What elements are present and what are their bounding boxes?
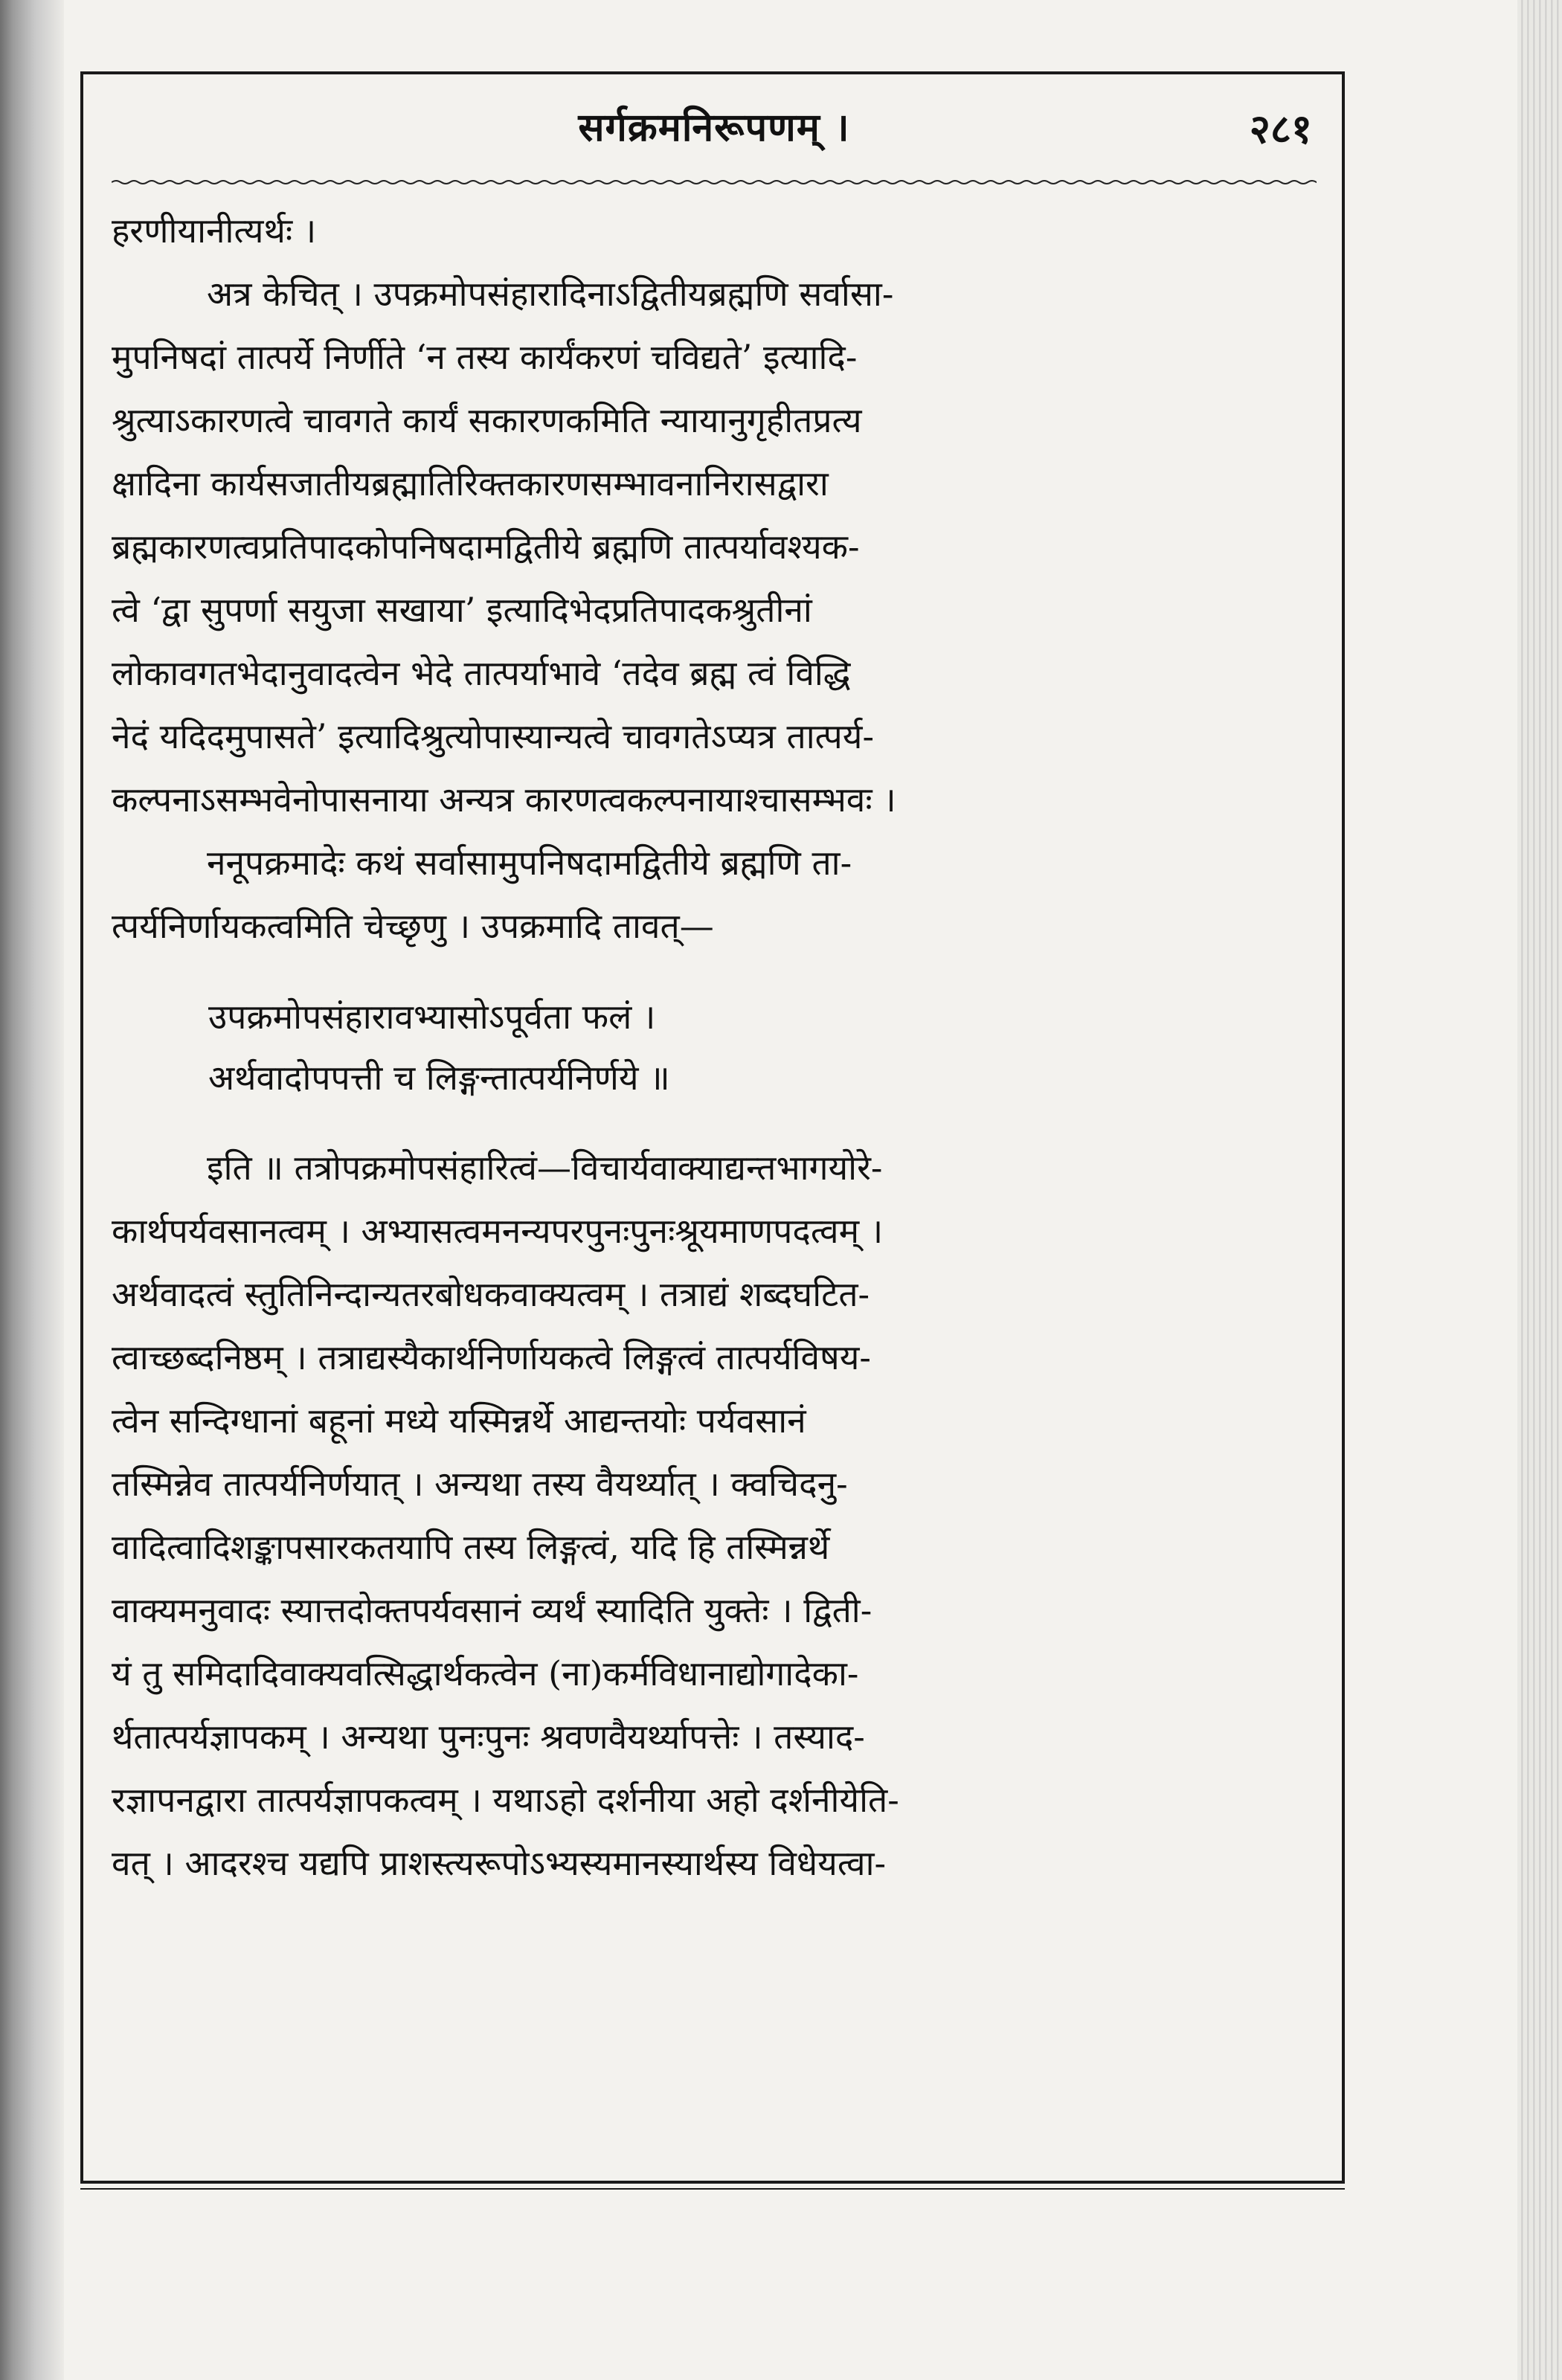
text-line: वादित्वादिशङ्कापसारकतयापि तस्य लिङ्गत्वं, यदि हि तस्मिन्नर्थे — [112, 1527, 830, 1567]
text-line: अत्र केचित् । उपक्रमोपसंहारादिनाऽद्वितीयब्रह्मणि सर्वासा- — [207, 274, 894, 314]
text-line: अर्थवादत्वं स्तुतिनिन्दान्यतरबोधकवाक्यत्वम् । तत्राद्यं शब्दघटित- — [112, 1274, 870, 1314]
text-line: रज्ञापनद्वारा तात्पर्यज्ञापकत्वम् । यथाऽहो दर्शनीया अहो दर्शनीयेति- — [112, 1780, 899, 1820]
text-line: वत् । आदरश्च यद्यपि प्राशस्त्यरूपोऽभ्यस्यमानस्यार्थस्य विधेयत्वा- — [112, 1843, 887, 1883]
book-spine-shadow-left — [0, 0, 64, 2380]
text-line: त्पर्यनिर्णायकत्वमिति चेच्छृणु । उपक्रमादि तावत्— — [112, 906, 714, 946]
text-line: क्षादिना कार्यसजातीयब्रह्मातिरिक्तकारणसम्भावनानिरासद्वारा — [112, 463, 829, 504]
text-line: त्वाच्छब्दनिष्ठम् । तत्राद्यस्यैकार्थनिर्णायकत्वे लिङ्गत्वं तात्पर्यविषय- — [112, 1337, 871, 1377]
page-number: २८१ — [1249, 105, 1312, 152]
spacer — [112, 1108, 1317, 1136]
verse-line: अर्थवादोपपत्ती च लिङ्गन्तात्पर्यनिर्णये ॥ — [208, 1058, 670, 1098]
text-line: मुपनिषदां तात्पर्ये निर्णीते ‘न तस्य कार्यंकरणं चविद्यते’ इत्यादि- — [112, 337, 858, 377]
verse-line: उपक्रमोपसंहारावभ्यासोऽपूर्वता फलं । — [208, 997, 656, 1037]
text-line: यं तु समिदादिवाक्यवत्सिद्धार्थकत्वेन (ना)कर्मविधानाद्योगादेका- — [112, 1653, 859, 1694]
text-line: कार्थपर्यवसानत्वम् । अभ्यासत्वमनन्यपरपुनःपुनःश्रूयमाणपदत्वम् । — [112, 1211, 884, 1251]
page-edges-right — [1517, 0, 1562, 2380]
page-header — [112, 97, 1317, 164]
wavy-rule-divider — [112, 176, 1317, 189]
text-line: इति ॥ तत्रोपक्रमोपसंहारित्वं—विचार्यवाक्याद्यन्तभागयोरे- — [207, 1148, 883, 1188]
text-line: त्वेन सन्दिग्धानां बहूनां मध्ये यस्मिन्नर्थे आद्यन्तयोः पर्यवसानं — [112, 1400, 806, 1441]
text-line: ब्रह्मकारणत्वप्रतिपादकोपनिषदामद्वितीये ब्रह्मणि तात्पर्यावश्यक- — [112, 527, 860, 567]
text-line: त्वे ‘द्वा सुपर्णा सयुजा सखाया’ इत्यादिभेदप्रतिपादकश्रुतीनां — [112, 590, 812, 630]
text-line: कल्पनाऽसम्भवेनोपासनाया अन्यत्र कारणत्वकल्पनायाश्चासम्भवः । — [112, 779, 896, 820]
text-body — [112, 199, 1317, 1895]
page-frame-bottom-rule — [80, 2181, 1345, 2190]
text-line: श्रुत्याऽकारणत्वे चावगते कार्यं सकारणकमिति न्यायानुगृहीतप्रत्य — [112, 400, 862, 440]
text-line: ननूपक्रमादेः कथं सर्वासामुपनिषदामद्वितीये ब्रह्मणि ता- — [207, 843, 852, 883]
text-line: हरणीयानीत्यर्थः । — [112, 210, 317, 251]
running-head: सर्गक्रमनिरूपणम् । — [578, 105, 850, 150]
spacer — [112, 958, 1317, 986]
text-line: तस्मिन्नेव तात्पर्यनिर्णयात् । अन्यथा तस्य वैयर्थ्यात् । क्वचिदनु- — [112, 1464, 848, 1504]
text-line: वाक्यमनुवादः स्यात्तदोक्तपर्यवसानं व्यर्थं स्यादिति युक्तेः । द्विती- — [112, 1590, 872, 1630]
text-line: नेदं यदिदमुपासते’ इत्यादिश्रुत्योपास्यान्यत्वे चावगतेऽप्यत्र तात्पर्य- — [112, 716, 875, 756]
text-line: र्थतात्पर्यज्ञापकम् । अन्यथा पुनःपुनः श्रवणवैयर्थ्यापत्तेः । तस्याद- — [112, 1717, 865, 1757]
text-line: लोकावगतभेदानुवादत्वेन भेदे तात्पर्याभावे ‘तदेव ब्रह्म त्वं विद्धि — [112, 653, 851, 693]
